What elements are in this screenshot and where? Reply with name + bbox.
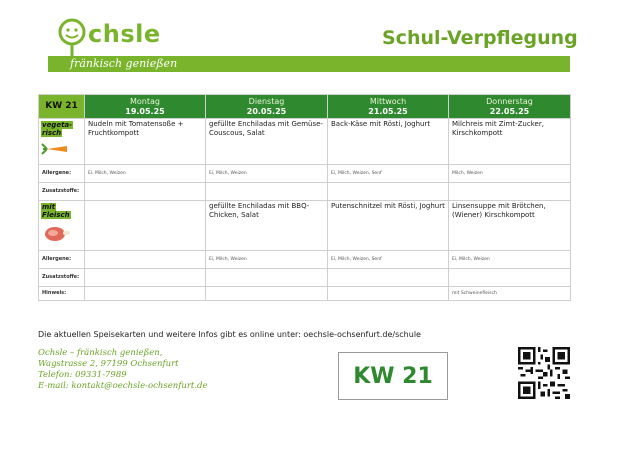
- table-header-row: [39, 95, 571, 119]
- additives-cell: [85, 269, 206, 287]
- allergens-cell: Ei, Milch, Weizen: [206, 251, 328, 269]
- meat-category-cell: [39, 201, 85, 251]
- info-text: Die aktuellen Speisekarten und weitere Infos gibt es online unter: oechsle-ochsenfurt.de/schule: [38, 330, 421, 339]
- day-date: 22.05.25: [489, 106, 530, 116]
- dish-cell: Milchreis mit Zimt-Zucker, Kirschkompott: [449, 119, 571, 165]
- contact-block: [38, 348, 208, 392]
- additives-cell: [206, 269, 328, 287]
- note-cell: mit Schweinefleisch: [449, 287, 571, 301]
- veg-dish-row: [39, 119, 571, 165]
- additives-cell: [328, 269, 449, 287]
- allergens-cell: Milch, Weizen: [449, 165, 571, 183]
- additives-cell: [206, 183, 328, 201]
- allergens-cell: Ei, Milch, Weizen: [449, 251, 571, 269]
- brand-tagline: fränkisch genießen: [70, 57, 178, 70]
- allergens-cell: Ei, Milch, Weizen: [206, 165, 328, 183]
- dish-cell: gefüllte Enchiladas mit BBQ-Chicken, Salat: [206, 201, 328, 251]
- contact-line: Telefon: 09331-7989: [38, 370, 127, 380]
- dish-cell: Putenschnitzel mit Rösti, Joghurt: [328, 201, 449, 251]
- veg-label-2: risch: [42, 129, 62, 137]
- day-header: [206, 95, 328, 119]
- allergens-cell: Ei, Milch, Weizen: [85, 165, 206, 183]
- contact-line: Wagstrasse 2, 97199 Ochsenfurt: [38, 359, 179, 369]
- note-cell: [206, 287, 328, 301]
- contact-line: E-mail: kontakt@oechsle-ochsenfurt.de: [38, 381, 208, 391]
- additives-cell: [449, 183, 571, 201]
- note-cell: [85, 287, 206, 301]
- day-date: 21.05.25: [368, 106, 408, 116]
- allergens-cell: Ei, Milch, Weizen, Senf: [328, 165, 449, 183]
- meat-additives-row: [39, 269, 571, 287]
- additives-cell: [328, 183, 449, 201]
- allergens-cell: Ei, Milch, Weizen, Senf: [328, 251, 449, 269]
- day-name: Donnerstag: [486, 96, 533, 106]
- day-header: [449, 95, 571, 119]
- additives-cell: [85, 183, 206, 201]
- brand-name: chsle: [88, 20, 161, 48]
- veg-additives-row: [39, 183, 571, 201]
- meat-label-2: Fleisch: [42, 211, 70, 219]
- allergens-cell: [85, 251, 206, 269]
- additives-label: Zusatzstoffe:: [39, 183, 85, 201]
- week-label: KW 21: [39, 95, 85, 119]
- ham-icon: [41, 223, 71, 243]
- meat-allergens-row: [39, 251, 571, 269]
- allergens-label: Allergene:: [39, 165, 85, 183]
- week-box: [338, 352, 448, 400]
- menu-table: [38, 94, 571, 301]
- veg-label: vegeta-: [42, 121, 73, 129]
- allergens-label: Allergene:: [39, 251, 85, 269]
- dish-cell: Linsensuppe mit Brötchen, (Wiener) Kirschkompott: [449, 201, 571, 251]
- dish-cell: Nudeln mit Tomatensoße + Fruchtkompott: [85, 119, 206, 165]
- logo: [50, 16, 210, 82]
- carrot-icon: [41, 141, 71, 157]
- day-name: Montag: [130, 96, 160, 106]
- note-cell: [328, 287, 449, 301]
- meat-dish-row: [39, 201, 571, 251]
- note-label: Hinweis:: [39, 287, 85, 301]
- qr-code-icon[interactable]: [518, 347, 570, 399]
- dish-cell: [85, 201, 206, 251]
- dish-cell: Back-Käse mit Rösti, Joghurt: [328, 119, 449, 165]
- day-date: 19.05.25: [125, 106, 165, 116]
- day-date: 20.05.25: [246, 106, 287, 116]
- page-title: Schul-Verpflegung: [382, 27, 578, 49]
- additives-label: Zusatzstoffe:: [39, 269, 85, 287]
- veg-category-cell: [39, 119, 85, 165]
- dish-cell: gefüllte Enchiladas mit Gemüse-Couscous, Salat: [206, 119, 328, 165]
- additives-cell: [449, 269, 571, 287]
- meat-label: mit: [42, 203, 56, 211]
- contact-line: Ochsle – fränkisch genießen,: [38, 348, 163, 358]
- day-header: [85, 95, 206, 119]
- day-header: [328, 95, 449, 119]
- note-row: [39, 287, 571, 301]
- week-box-label: KW 21: [353, 363, 433, 389]
- veg-allergens-row: [39, 165, 571, 183]
- day-name: Dienstag: [248, 96, 285, 106]
- day-name: Mittwoch: [369, 96, 407, 106]
